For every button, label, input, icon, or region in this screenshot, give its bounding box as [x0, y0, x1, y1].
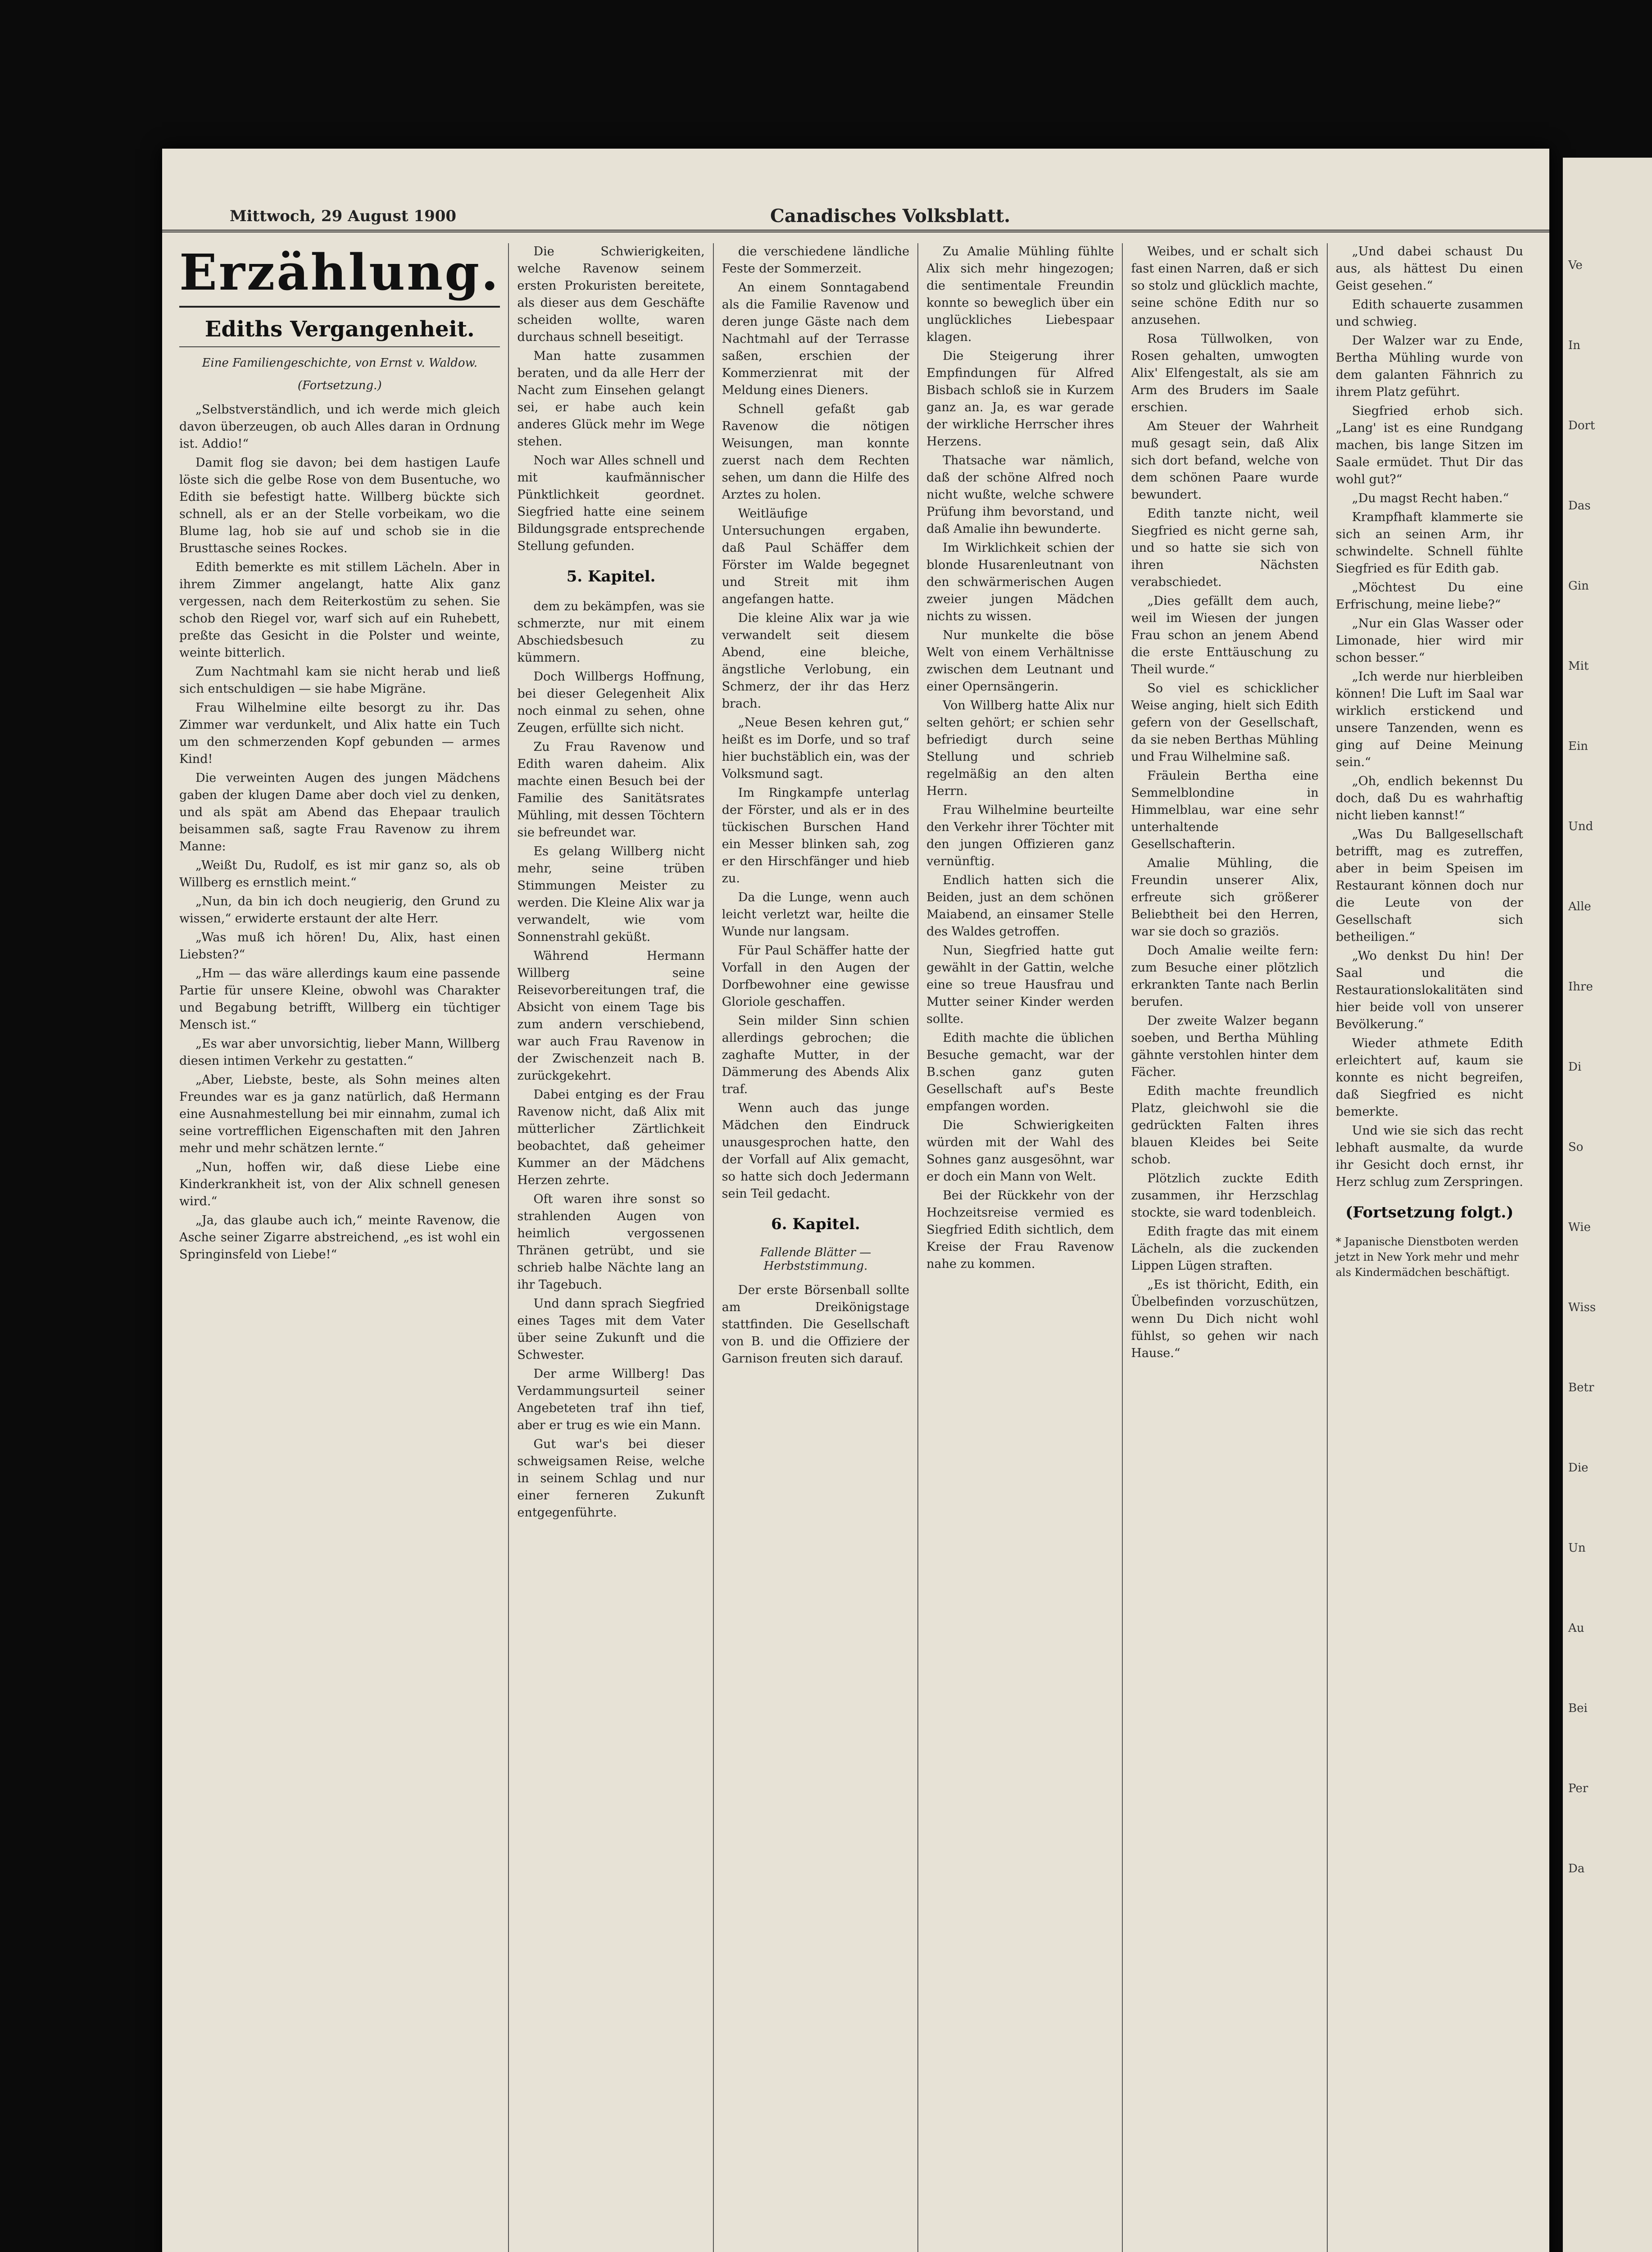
paragraph: Da die Lunge, wenn auch leicht verletzt war, heilte die Wunde nur langsam.	[722, 890, 910, 939]
paragraph: Bei der Rückkehr von der Hochzeitsreise vermied es Siegfried Edith sichtlich, dem Kreise der Frau Ravenow nahe zu kommen.	[926, 1189, 1114, 1271]
margin-fragment: Gin	[1568, 579, 1589, 593]
paragraph: Weitläufige Untersuchungen ergaben, daß Paul Schäffer dem Förster im Walde begegnet und Streit mit ihm angefangen hatte.	[722, 507, 910, 606]
issue-date: Mittwoch, 29 August 1900	[230, 207, 457, 225]
paragraph: „Hm — das wäre allerdings kaum eine passende Partie für unsere Kleine, obwohl was Charakter und Begabung betrifft, Willberg ein tüchtiger Mensch ist.“	[179, 967, 500, 1032]
paragraph: Schnell gefaßt gab Ravenow die nötigen Weisungen, man konnte zuerst nach dem Rechten sehen, um dann die Hilfe des Arztes zu holen.	[722, 402, 910, 502]
paragraph: Noch war Alles schnell und mit kaufmännischer Pünktlichkeit geordnet. Siegfried hatte eine seinem Bildungsgrade entsprechende Stellung gefunden.	[517, 454, 705, 553]
paragraph: Die Schwierigkeiten, welche Ravenow seinem ersten Prokuristen bereitete, als dieser aus dem Geschäfte scheiden wollte, waren durchaus schnell beseitigt.	[517, 245, 705, 344]
chapter-6-subtitle: Fallende Blätter — Herbststimmung.	[760, 1246, 871, 1273]
paragraph: Die verweinten Augen des jungen Mädchens gaben der klugen Dame aber doch viel zu denken, und als spät am Abend das Ehepaar traulich beisammen saß, sagte Frau Ravenow zu ihrem Manne:	[179, 771, 500, 854]
paragraph: Edith machte freundlich Platz, gleichwohl sie die gedrückten Falten ihres blauen Kleides bei Seite schob.	[1131, 1084, 1319, 1167]
paragraph: „Ja, das glaube auch ich,“ meinte Ravenow, die Asche seiner Zigarre abstreichend, „es ist wohl ein Springinsfeld von Liebe!“	[179, 1213, 500, 1262]
paragraph: Während Hermann Willberg seine Reisevorbereitungen traf, die Absicht von einem Tage bis zum andern verschiebend, war auch Frau Ravenow in der Zwischenzeit nach B. zurückgekehrt.	[517, 949, 705, 1083]
continuation-note: (Fortsetzung folgt.)	[1345, 1203, 1514, 1221]
paragraph: Rosa Tüllwolken, von Rosen gehalten, umwogten Alix' Elfengestalt, als sie am Arm des Bruders im Saale erschien.	[1131, 332, 1319, 414]
column-5	[1123, 243, 1327, 2252]
margin-fragment: Wie	[1568, 1221, 1591, 1234]
column-1	[171, 243, 509, 2252]
article-columns	[171, 243, 1531, 2252]
margin-fragment: Alle	[1568, 900, 1591, 913]
paragraph: Amalie Mühling, die Freundin unserer Alix, erfreute sich größerer Beliebtheit bei den Herren, war sie doch so graziös.	[1131, 856, 1319, 939]
margin-fragment: So	[1568, 1140, 1584, 1154]
paragraph: „Nun, hoffen wir, daß diese Liebe eine Kinderkrankheit ist, von der Alix schnell genesen wird.“	[179, 1160, 500, 1208]
paragraph: „Neue Besen kehren gut,“ heißt es im Dorfe, und so traf hier buchstäblich ein, was der Volksmund sagt.	[722, 716, 910, 781]
paragraph: Zu Amalie Mühling fühlte Alix sich mehr hingezogen; die sentimentale Freundin konnte so beweglich über ein unglückliches Liebespaar klagen.	[926, 245, 1114, 344]
paragraph: „Was Du Ballgesellschaft betrifft, mag es zutreffen, aber in beim Speisen im Restaurant können doch nur die Leute von der Gesellschaft sich betheiligen.“	[1335, 827, 1524, 944]
margin-fragment: Wiss	[1568, 1301, 1596, 1314]
paragraph: Thatsache war nämlich, daß der schöne Alfred noch nicht wußte, welche schwere Prüfung ihm bevorstand, und daß Amalie ihn bewunderte.	[926, 454, 1114, 536]
paragraph: Krampfhaft klammerte sie sich an seinen Arm, ihr schwindelte. Schnell fühlte Siegfried es für Edith gab.	[1335, 510, 1524, 576]
column-3	[714, 243, 918, 2252]
paragraph: Zu Frau Ravenow und Edith waren daheim. Alix machte einen Besuch bei der Familie des Sanitätsrates Mühling, mit dessen Töchtern sie befreundet war.	[517, 740, 705, 840]
paragraph: Sein milder Sinn schien allerdings gebrochen; die zaghafte Mutter, in der Dämmerung des Abends Alix traf.	[722, 1014, 910, 1096]
paragraph: „Ich werde nur hierbleiben können! Die Luft im Saal war wirklich erstickend und unsere Tanzenden, wenn es ging auf Deine Meinung sein.“	[1335, 670, 1524, 769]
paragraph: „Möchtest Du eine Erfrischung, meine liebe?“	[1335, 581, 1524, 612]
paragraph: Nur munkelte die böse Welt von einem Verhältnisse zwischen dem Leutnant und einer Opernsängerin.	[926, 628, 1114, 694]
margin-fragment: Betr	[1568, 1381, 1594, 1394]
paragraph: Oft waren ihre sonst so strahlenden Augen von heimlich vergossenen Thränen getrübt, und sie schrieb halbe Nächte lang an ihr Tagebuch.	[517, 1192, 705, 1292]
paragraph: Weibes, und er schalt sich fast einen Narren, daß er sich so stolz und glücklich machte, seine schöne Edith nur so anzusehen.	[1131, 245, 1319, 327]
section-title: Erzählung.	[179, 243, 500, 308]
paragraph: Von Willberg hatte Alix nur selten gehört; er schien sehr befriedigt durch seine Stellung und schrieb regelmäßig an den alten Herrn.	[926, 699, 1114, 798]
margin-fragment: Da	[1568, 1862, 1585, 1875]
margin-fragment: Per	[1568, 1782, 1588, 1795]
paragraph: „Nun, da bin ich doch neugierig, den Grund zu wissen,“ erwiderte erstaunt der alte Herr.	[179, 894, 500, 926]
paragraph: dem zu bekämpfen, was sie schmerzte, nur mit einem Abschiedsbesuch zu kümmern.	[517, 599, 705, 665]
margin-fragment: Dort	[1568, 419, 1595, 432]
paragraph: Gut war's bei dieser schweigsamen Reise, welche in seinem Schlag und nur einer ferneren Zukunft entgegenführte.	[517, 1437, 705, 1520]
paragraph: Nun, Siegfried hatte gut gewählt in der Gattin, welche eine so treue Hausfrau und Mutter seiner Kinder werden sollte.	[926, 944, 1114, 1026]
paragraph: Wieder athmete Edith erleichtert auf, kaum sie konnte es nicht begreifen, daß Siegfried es nicht bemerkte.	[1335, 1036, 1524, 1119]
margin-fragment: Un	[1568, 1541, 1586, 1555]
paragraph: So viel es schicklicher Weise anging, hielt sich Edith gefern von der Gesellschaft, da sie neben Berthas Mühling und Frau Wilhelmine saß.	[1131, 681, 1319, 764]
paragraph: Frau Wilhelmine eilte besorgt zu ihr. Das Zimmer war verdunkelt, und Alix hatte ein Tuch um den schmerzenden Kopf gebunden — armes Kind!	[179, 701, 500, 766]
paragraph: Wenn auch das junge Mädchen den Eindruck unausgesprochen hatte, den der Vorfall auf Alix gemacht, so hatte sich doch Jedermann sein Teil gedacht.	[722, 1101, 910, 1201]
paragraph: „Wo denkst Du hin! Der Saal und die Restaurationslokalitäten sind hier beide voll von unserer Bevölkerung.“	[1335, 949, 1524, 1031]
newspaper-page	[162, 149, 1549, 2252]
paragraph: „Oh, endlich bekennst Du doch, daß Du es wahrhaftig nicht lieben kannst!“	[1335, 774, 1524, 822]
margin-fragment: Ein	[1568, 740, 1588, 753]
column-4	[918, 243, 1123, 2252]
paragraph: Edith machte die üblichen Besuche gemacht, war der B.schen ganz guten Gesellschaft auf's Beste empfangen worden.	[926, 1031, 1114, 1113]
paragraph: Endlich hatten sich die Beiden, just an dem schönen Maiabend, an einsamer Stelle des Waldes getroffen.	[926, 873, 1114, 939]
paragraph: Der Walzer war zu Ende, Bertha Mühling wurde von dem galanten Fähnrich zu ihrem Platz geführt.	[1335, 334, 1524, 399]
paragraph: Die Schwierigkeiten würden mit der Wahl des Sohnes ganz ausgesöhnt, war er doch ein Mann von Welt.	[926, 1118, 1114, 1184]
paragraph: Plötzlich zuckte Edith zusammen, ihr Herzschlag stockte, sie ward todenbleich.	[1131, 1171, 1319, 1220]
chapter-6-heading: 6. Kapitel.	[771, 1215, 860, 1233]
footnote: * Japanische Dienstboten werden jetzt in New York mehr und mehr als Kindermädchen beschäftigt.	[1335, 1235, 1519, 1279]
margin-fragment: Bei	[1568, 1702, 1588, 1715]
paragraph: Edith bemerkte es mit stillem Lächeln. Aber in ihrem Zimmer angelangt, hatte Alix ganz vergessen, nach dem Reiterkostüm zu sehen. Sie schob den Riegel vor, warf sich auf ein Ruhebett, preßte das Gesicht in die Polster und weinte, weinte bitterlich.	[179, 560, 500, 660]
paragraph: Man hatte zusammen beraten, und da alle Herr der Nacht zum Einsehen gelangt sei, er habe auch kein anderes Glück mehr im Wege stehen.	[517, 349, 705, 449]
paragraph: Edith tanzte nicht, weil Siegfried es nicht gerne sah, und so hatte sie sich von ihren Nächsten verabschiedet.	[1131, 507, 1319, 589]
story-title: Ediths Vergangenheit.	[179, 317, 500, 347]
column-6	[1328, 243, 1531, 2252]
margin-fragment: Mit	[1568, 659, 1589, 673]
paragraph: Doch Willbergs Hoffnung, bei dieser Gelegenheit Alix noch einmal zu sehen, ohne Zeugen, erfüllte sich nicht.	[517, 670, 705, 735]
column-2	[509, 243, 713, 2252]
paragraph: „Dies gefällt dem auch, weil im Wiesen der jungen Frau schon an jenem Abend die erste Enttäuschung zu Theil wurde.“	[1131, 594, 1319, 677]
margin-fragment: Au	[1568, 1621, 1584, 1635]
newspaper-name: Canadisches Volksblatt.	[770, 205, 1011, 227]
margin-fragment: Und	[1568, 820, 1593, 833]
paragraph: Am Steuer der Wahrheit muß gesagt sein, daß Alix sich dort befand, welche von dem schönen Paare wurde bewundert.	[1131, 419, 1319, 502]
paragraph: Doch Amalie weilte fern: zum Besuche einer plötzlich erkrankten Tante nach Berlin berufen.	[1131, 944, 1319, 1009]
margin-fragment: Ve	[1568, 259, 1583, 272]
paragraph: Die Steigerung ihrer Empfindungen für Alfred Bisbach schloß sie in Kurzem ganz an. Ja, es war gerade der wirkliche Herrscher ihres Herzens.	[926, 349, 1114, 449]
paragraph: An einem Sonntagabend als die Familie Ravenow und deren junge Gäste nach dem Nachtmahl auf der Terrasse saßen, erschien der Kommerzienrat mit der Meldung eines Dieners.	[722, 281, 910, 397]
paragraph: „Und dabei schaust Du aus, als hättest Du einen Geist gesehen.“	[1335, 245, 1524, 293]
paragraph: Im Wirklichkeit schien der blonde Husarenleutnant von den schwärmerischen Augen zweier jungen Mädchen nichts zu wissen.	[926, 541, 1114, 623]
masthead	[162, 203, 1549, 232]
adjacent-page-strip	[1563, 158, 1652, 2252]
paragraph: die verschiedene ländliche Feste der Sommerzeit.	[722, 245, 910, 276]
margin-fragment: In	[1568, 339, 1581, 352]
paragraph: Der arme Willberg! Das Verdammungsurteil seiner Angebeteten traf ihn tief, aber er trug es wie ein Mann.	[517, 1367, 705, 1432]
paragraph: „Aber, Liebste, beste, als Sohn meines alten Freundes war es ja ganz natürlich, daß Hermann eine Ausnahmestellung bei mir einnahm, zumal ich seine vortrefflichen Eigenschaften mit den Jahren mehr und mehr schätzen lernte.“	[179, 1073, 500, 1155]
paragraph: Und wie sie sich das recht lebhaft ausmalte, da wurde ihr Gesicht doch ernst, ihr Herz schlug zum Zerspringen.	[1335, 1124, 1524, 1189]
paragraph: Der erste Börsenball sollte am Dreikönigstage stattfinden. Die Gesellschaft von B. und die Offiziere der Garnison freuten sich darauf.	[722, 1283, 910, 1366]
paragraph: Edith schauerte zusammen und schwieg.	[1335, 298, 1524, 329]
paragraph: Für Paul Schäffer hatte der Vorfall in den Augen der Dorfbewohner eine gewisse Gloriole geschaffen.	[722, 944, 910, 1009]
margin-fragment: Das	[1568, 499, 1591, 513]
paragraph: Der zweite Walzer begann soeben, und Bertha Mühling gähnte verstohlen hinter dem Fächer.	[1131, 1014, 1319, 1079]
paragraph: Zum Nachtmahl kam sie nicht herab und ließ sich entschuldigen — sie habe Migräne.	[179, 665, 500, 696]
margin-fragment: Ihre	[1568, 980, 1593, 994]
story-byline: Eine Familiengeschichte, von Ernst v. Waldow.	[202, 356, 478, 370]
margin-fragment: Die	[1568, 1461, 1588, 1475]
margin-fragment: Di	[1568, 1060, 1582, 1074]
paragraph: „Es ist thöricht, Edith, ein Übelbefinden vorzuschützen, wenn Du Dich nicht wohl fühlst, so gehen wir nach Hause.“	[1131, 1278, 1319, 1360]
paragraph: Und dann sprach Siegfried eines Tages mit dem Vater über seine Zukunft und die Schwester.	[517, 1297, 705, 1362]
paragraph: Dabei entging es der Frau Ravenow nicht, daß Alix mit mütterlicher Zärtlichkeit beobachtet, daß geheimer Kummer an der Mädchens Herzen zehrte.	[517, 1088, 705, 1187]
paragraph: Es gelang Willberg nicht mehr, seine trüben Stimmungen Meister zu werden. Die Kleine Alix war ja verwandelt, wie vom Sonnenstrahl geküßt.	[517, 844, 705, 944]
paragraph: Die kleine Alix war ja wie verwandelt seit diesem Abend, eine bleiche, ängstliche Verlobung, ein Schmerz, der ihr das Herz brach.	[722, 611, 910, 711]
paragraph: Fräulein Bertha eine Semmelblondine in Himmelblau, war eine sehr unterhaltende Gesellschafterin.	[1131, 769, 1319, 851]
continued-note: (Fortsetzung.)	[297, 379, 382, 392]
paragraph: Frau Wilhelmine beurteilte den Verkehr ihrer Töchter mit den jungen Offizieren ganz vernünftig.	[926, 803, 1114, 868]
paragraph: Siegfried erhob sich. „Lang' ist es eine Rundgang machen, bis lange Sitzen im Saale ermüdet. Thut Dir das wohl gut?“	[1335, 404, 1524, 486]
paragraph: „Was muß ich hören! Du, Alix, hast einen Liebsten?“	[179, 931, 500, 962]
chapter-5-heading: 5. Kapitel.	[566, 568, 656, 586]
paragraph: „Es war aber unvorsichtig, lieber Mann, Willberg diesen intimen Verkehr zu gestatten.“	[179, 1037, 500, 1068]
paragraph: „Weißt Du, Rudolf, es ist mir ganz so, als ob Willberg es ernstlich meint.“	[179, 858, 500, 890]
paragraph: Edith fragte das mit einem Lächeln, als die zuckenden Lippen Lügen straften.	[1131, 1225, 1319, 1273]
paragraph: Im Ringkampfe unterlag der Förster, und als er in des tückischen Burschen Hand ein Messer blinken sah, zog er den Hirschfänger und hieb zu.	[722, 786, 910, 885]
paragraph: „Nur ein Glas Wasser oder Limonade, hier wird mir schon besser.“	[1335, 617, 1524, 665]
paragraph: „Selbstverständlich, und ich werde mich gleich davon überzeugen, ob auch Alles daran in Ordnung ist. Addio!“	[179, 403, 500, 451]
paragraph: „Du magst Recht haben.“	[1352, 491, 1509, 505]
paragraph: Damit flog sie davon; bei dem hastigen Laufe löste sich die gelbe Rose von dem Busentuche, wo Edith sie befestigt hatte. Willberg bückte sich schnell, als er an der Stelle vorbeikam, wo die Blume lag, hob sie auf und schob sie in die Brusttasche seines Rockes.	[179, 456, 500, 555]
